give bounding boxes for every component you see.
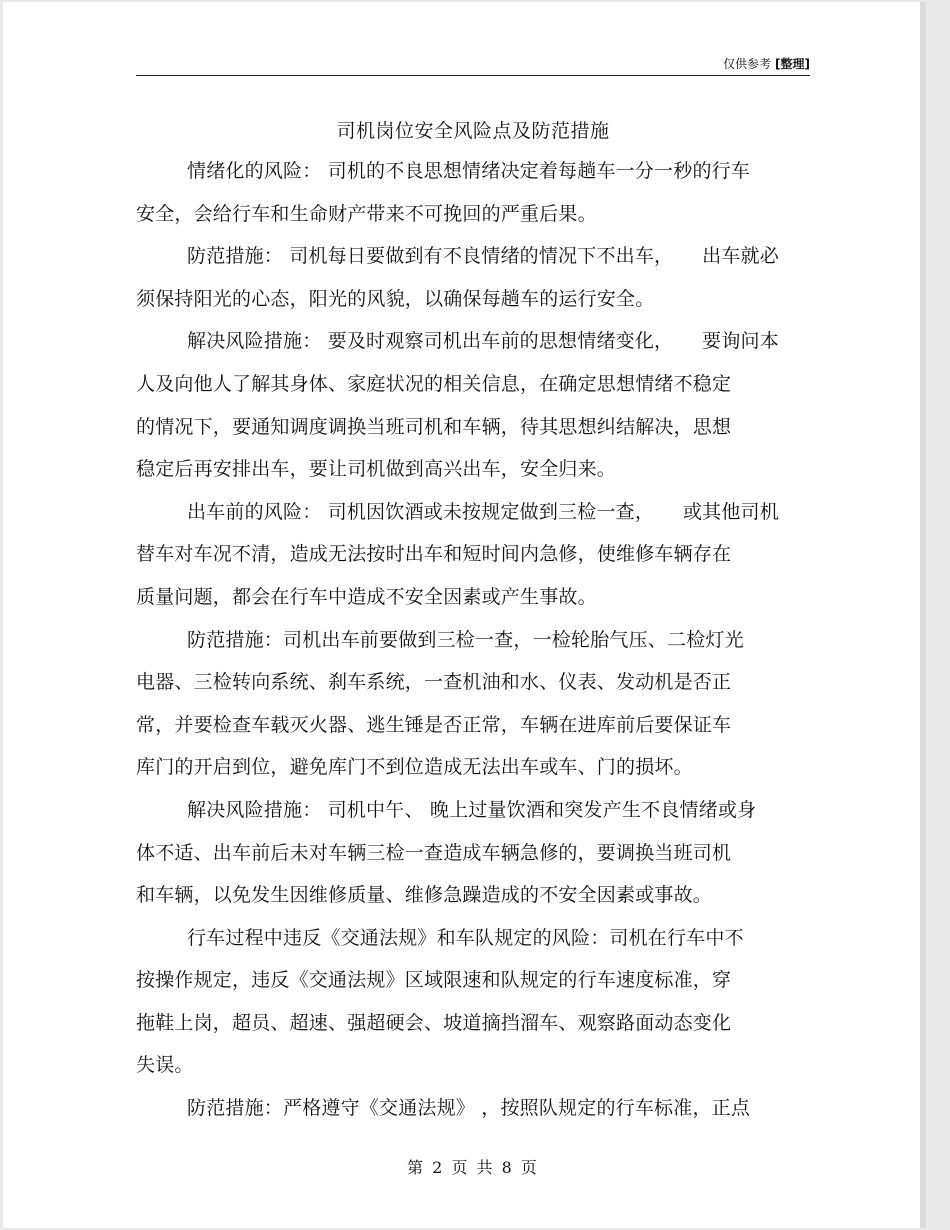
paragraph-line: 库门的开启到位，避免库门不到位造成无法出车或车、门的损坏。 bbox=[136, 756, 693, 779]
page-footer: 第 2 页 共 8 页 bbox=[407, 1158, 539, 1177]
header-text: 仅供参考 bbox=[723, 57, 772, 71]
paragraph-line: 体不适、出车前后未对车辆三检一查造成车辆急修的，要调换当班司机 bbox=[136, 841, 732, 864]
paragraph-line: 的情况下，要通知调度调换当班司机和车辆，待其思想纠结解决，思想 bbox=[136, 415, 732, 438]
paragraph-line: 常，并要检查车载灭火器、逃生锤是否正常，车辆在进库前后要保证车 bbox=[136, 713, 732, 736]
paragraph-line: 防范措施：严格遵守《交通法规》 ，按照队规定的行车标准，正点 bbox=[187, 1097, 751, 1120]
paragraph-line: 人及向他人了解其身体、家庭状况的相关信息，在确定思想情绪不稳定 bbox=[136, 372, 732, 395]
paragraph-line: 稳定后再安排出车，要让司机做到高兴出车，安全归来。 bbox=[136, 458, 617, 481]
header-rule bbox=[136, 75, 810, 76]
paragraph-line: 行车过程中违反《交通法规》和车队规定的风险：司机在行车中不 bbox=[187, 926, 744, 949]
paragraph-line: 须保持阳光的心态，阳光的风貌，以确保每趟车的运行安全。 bbox=[136, 287, 655, 310]
paragraph-line: 失误。 bbox=[136, 1054, 194, 1077]
paragraph-line: 和车辆，以免发生因维修质量、维修急躁造成的不安全因素或事故。 bbox=[136, 884, 713, 907]
paragraph-line: 电器、三检转向系统、刹车系统，一查机油和水、仪表、发动机是否正 bbox=[136, 671, 732, 694]
page-header bbox=[136, 55, 810, 72]
paragraph-line: 拖鞋上岗，超员、超速、强超硬会、坡道摘挡溜车、观察路面动态变化 bbox=[136, 1011, 732, 1034]
paragraph-line: 解决风险措施： 要及时观察司机出车前的思想情绪变化， 要询问本 bbox=[187, 330, 779, 353]
header-bracket: [整理] bbox=[775, 57, 810, 71]
paragraph-line: 解决风险措施： 司机中午、 晚上过量饮酒和突发产生不良情绪或身 bbox=[187, 798, 757, 821]
paragraph-line: 替车对车况不清，造成无法按时出车和短时间内急修，使维修车辆存在 bbox=[136, 543, 732, 566]
paragraph-line: 质量问题，都会在行车中造成不安全因素或产生事故。 bbox=[136, 585, 597, 608]
paragraph-line: 出车前的风险： 司机因饮酒或未按规定做到三检一查， 或其他司机 bbox=[187, 500, 779, 523]
page-shadow bbox=[920, 2, 926, 1228]
paragraph-line: 安全，会给行车和生命财产带来不可挽回的严重后果。 bbox=[136, 202, 597, 225]
paragraph-line: 防范措施： 司机每日要做到有不良情绪的情况下不出车， 出车就必 bbox=[187, 245, 779, 268]
paragraph-line: 按操作规定，违反《交通法规》区域限速和队规定的行车速度标准，穿 bbox=[136, 969, 732, 992]
document-title: 司机岗位安全风险点及防范措施 bbox=[336, 120, 610, 142]
paragraph-line: 防范措施：司机出车前要做到三检一查，一检轮胎气压、二检灯光 bbox=[187, 628, 744, 651]
paragraph-line: 情绪化的风险： 司机的不良思想情绪决定着每趟车一分一秒的行车 bbox=[187, 160, 751, 182]
document-body bbox=[136, 150, 816, 1130]
